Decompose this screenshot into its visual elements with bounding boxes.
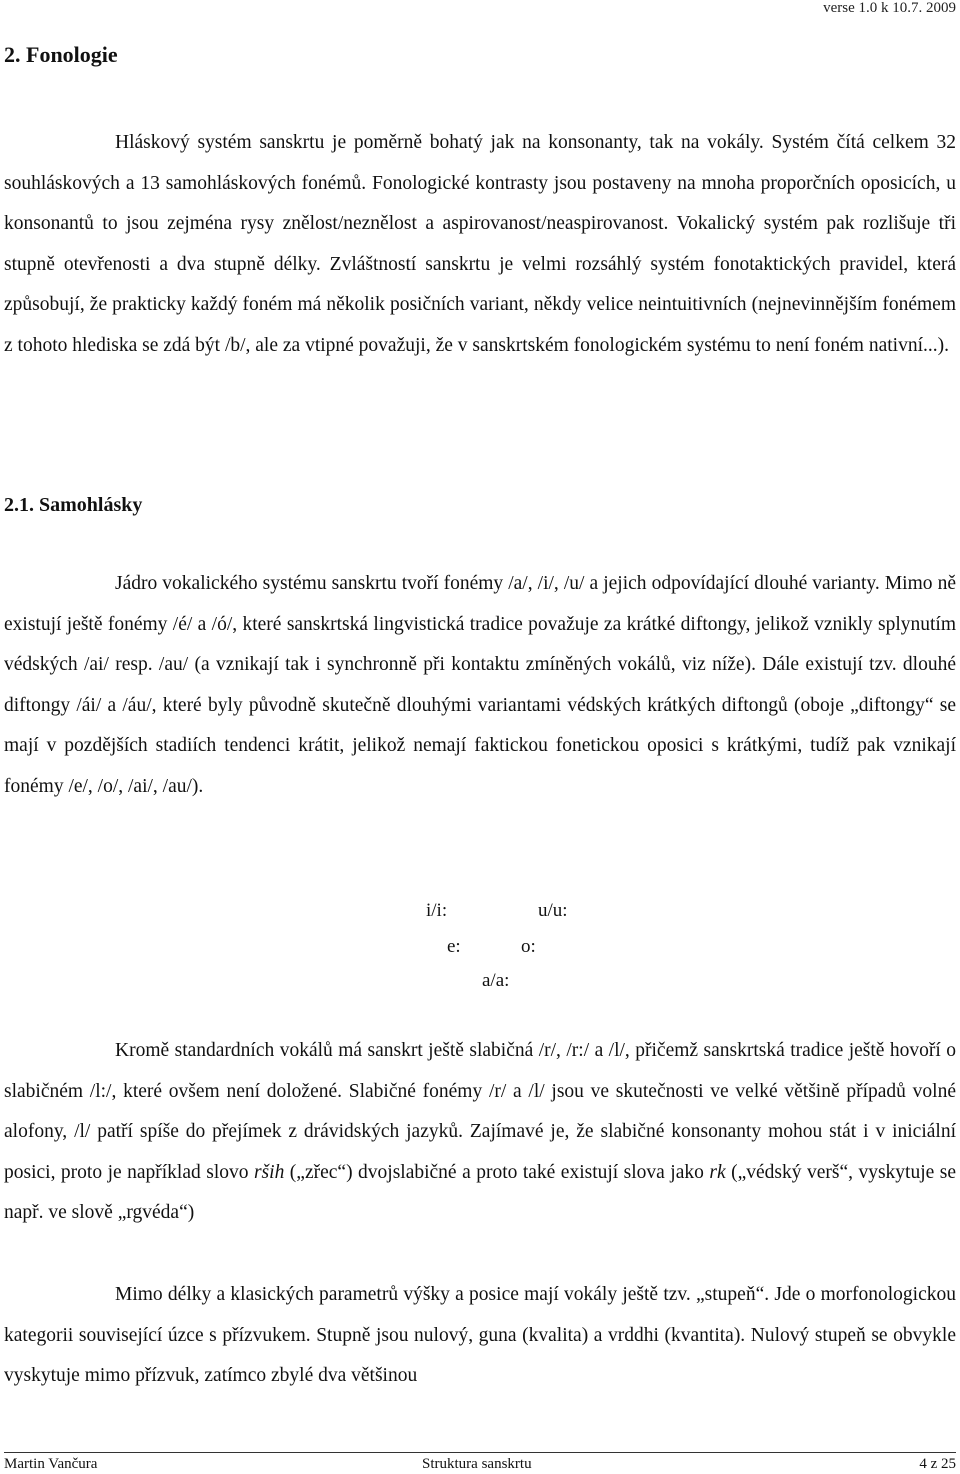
paragraph-vowel-system bbox=[4, 564, 956, 808]
page-header-version: verse 1.0 k 10.7. 2009 bbox=[823, 0, 956, 16]
example-word: rših bbox=[253, 1161, 285, 1183]
paragraph-syllabic-consonants bbox=[4, 1031, 956, 1234]
footer-rule bbox=[4, 1452, 956, 1453]
paragraph-text: Mimo délky a klasických parametrů výšky a posice mají vokály ještě tzv. „stupeň“. Jde o morfonologickou kategorii související úzce s přízvukem. Stupně jsou nulový, guna (kvalita) a vrddhi (kvantita). Nulový stupeň se obvykle vyskytuje mimo přízvuk, zatímco zbylé dva většinou bbox=[4, 1284, 956, 1387]
paragraph-text: („zřec“) dvojslabičné a proto také existují slova jako bbox=[284, 1161, 710, 1183]
paragraph-text: („védský verš“, vyskytuje se např. ve slově „rgvéda“) bbox=[4, 1161, 956, 1224]
paragraph-vowel-grades bbox=[4, 1275, 956, 1397]
vowel-mid-front: e: bbox=[447, 936, 461, 957]
paragraph-text: Jádro vokalického systému sanskrtu tvoří fonémy /a/, /i/, /u/ a jejich odpovídající dlouhé varianty. Mimo ně existují ještě fonémy /é/ a /ó/, které sanskrtská lingvistická tradice považuje za krátké diftongy, jelikož vznikly splynutím védských /ai/ resp. /au/ (a vznikají tak i synchronně při kontaktu zmíněných vokálů, viz níže). Dále existují tzv. dlouhé diftongy /ái/ a /áu/, které byly původně skutečně dlouhými variantami védských krátkých diftongů (oboje „diftongy“ se mají v pozdějších stadiích tendenci krátit, jelikož nemají faktickou fonetickou oposici s krátkými, tudíž pak vznikají fonémy /e/, /o/, /ai/, /au/). bbox=[4, 573, 956, 797]
example-word: rk bbox=[709, 1161, 726, 1183]
vowel-high-back: u/u: bbox=[538, 900, 568, 921]
vowel-high-front: i/i: bbox=[426, 900, 448, 921]
vowel-mid-back: o: bbox=[521, 936, 536, 957]
footer-author: Martin Vančura bbox=[4, 1456, 98, 1472]
vowel-low: a/a: bbox=[482, 970, 510, 991]
paragraph-phonology-intro bbox=[4, 123, 956, 367]
paragraph-text: Kromě standardních vokálů má sanskrt ještě slabičná /r/, /r:/ a /l/, přičemž sanskrtská tradice ještě hovoří o slabičném /l:/, které ovšem není doložené. Slabičné fonémy /r/ a /l/ jsou ve skutečnosti ve velké většině případů volné alofony, /l/ patří spíše do přejímek z drávidských jazyků. Zajímavé je, že slabičné konsonanty mohou stát i v iniciální posici, proto je například slovo bbox=[4, 1040, 956, 1183]
subsection-title: 2.1. Samohlásky bbox=[4, 494, 143, 516]
footer-title: Struktura sanskrtu bbox=[422, 1456, 532, 1472]
section-title: 2. Fonologie bbox=[4, 42, 118, 67]
footer-page-number: 4 z 25 bbox=[919, 1456, 956, 1472]
paragraph-text: Hláskový systém sanskrtu je poměrně bohatý jak na konsonanty, tak na vokály. Systém čítá celkem 32 souhláskových a 13 samohláskových fonémů. Fonologické kontrasty jsou postaveny na mnoha proporčních oposicích, u konsonantů to jsou zejména rysy znělost/neznělost a aspirovanost/neaspirovanost. Vokalický systém pak rozlišuje tři stupně otevřenosti a dva stupně délky. Zvláštností sanskrtu je velmi rozsáhlý systém fonotaktických pravidel, která způsobují, že prakticky každý foném má několik posičních variant, někdy velice neintuitivních (nejnevinnějším fonémem z tohoto hlediska se zdá být /b/, ale za vtipné považuji, že v sanskrtském fonologickém systému to není foném nativní...). bbox=[4, 132, 956, 356]
